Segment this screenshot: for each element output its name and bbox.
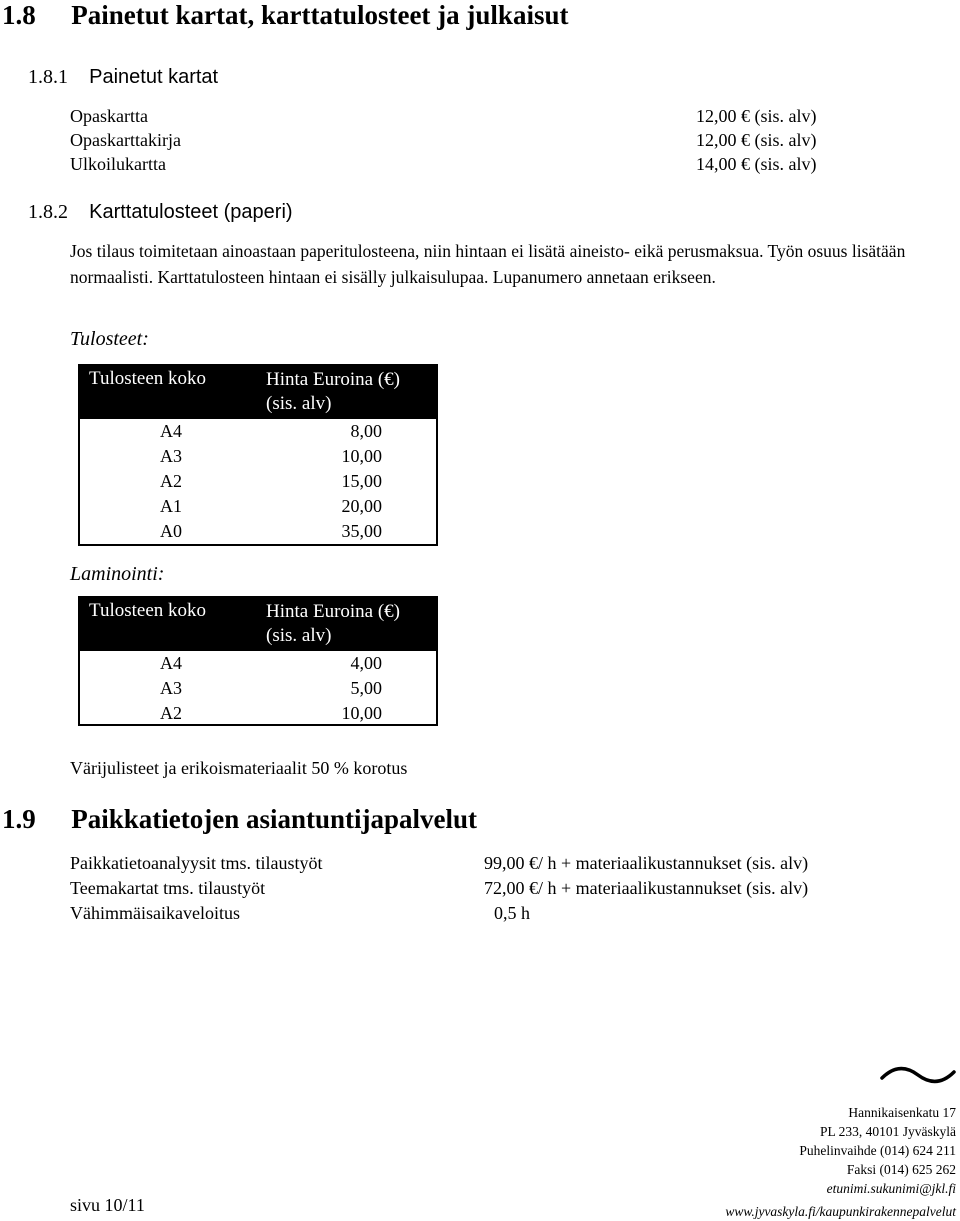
table-row (80, 653, 436, 678)
printed-maps-list (70, 104, 181, 176)
table-header (80, 366, 436, 419)
row-size: A4 (160, 653, 182, 673)
footer-contact (725, 1103, 956, 1221)
list-item-price: 12,00 € (sis. alv) (696, 130, 817, 150)
table-row (80, 703, 436, 728)
subsection-title: Karttatulosteet (paperi) (89, 201, 293, 223)
row-size: A0 (160, 521, 182, 541)
service-price: 99,00 €/ h + materiaalikustannukset (sis. alv) (484, 853, 809, 873)
list-item-price: 12,00 € (sis. alv) (696, 106, 817, 126)
row-price: 8,00 (350, 421, 382, 441)
row-price: 35,00 (341, 521, 382, 541)
header-price-line2: (sis. alv) (266, 625, 332, 646)
service-price: 0,5 h (494, 903, 530, 923)
footer-fax: Faksi (014) 625 262 (846, 1162, 956, 1177)
list-item-price: 14,00 € (sis. alv) (696, 154, 817, 174)
footer-email[interactable]: etunimi.sukunimi@jkl.fi (826, 1181, 956, 1196)
expert-services-prices (484, 851, 808, 926)
footer-web-link[interactable]: www.jyvaskyla.fi/kaupunkirakennepalvelut (725, 1204, 956, 1219)
prints-price-table (78, 364, 438, 546)
section-number: 1.8 (2, 0, 36, 30)
row-price: 5,00 (350, 678, 382, 698)
header-price-line1: Hinta Euroina (€) (266, 601, 401, 622)
service-price: 72,00 €/ h + materiaalikustannukset (sis. alv) (484, 878, 809, 898)
lamination-price-table (78, 596, 438, 726)
table-row (80, 446, 436, 471)
footer-postal: PL 233, 40101 Jyväskylä (820, 1124, 956, 1139)
row-price: 10,00 (341, 446, 382, 466)
header-size: Tulosteen koko (89, 368, 207, 389)
table-row (80, 521, 436, 546)
subsection-number: 1.8.2 (28, 201, 68, 223)
row-price: 4,00 (350, 653, 382, 673)
service-name: Vähimmäisaikaveloitus (70, 903, 240, 923)
subsection-title: Painetut kartat (89, 66, 219, 88)
service-name: Teemakartat tms. tilaustyöt (70, 878, 266, 898)
table-header (80, 598, 436, 651)
paper-prints-paragraph: Jos tilaus toimitetaan ainoastaan paperitulosteena, niin hintaan ei lisätä aineisto- eikä perusmaksua. Työn osuus lisätään normaalisti. Karttatulosteen hintaan ei sisälly julkaisulupaa. Lupanumero annetaan erikseen. (70, 241, 906, 287)
prints-label: Tulosteet: (70, 328, 149, 350)
section-1-9-heading (2, 804, 477, 835)
row-size: A3 (160, 678, 182, 698)
footer-phone: Puhelinvaihde (014) 624 211 (799, 1143, 956, 1158)
row-price: 10,00 (341, 703, 382, 723)
header-size: Tulosteen koko (89, 600, 207, 621)
footer-address: Hannikaisenkatu 17 (848, 1105, 956, 1120)
list-item-name: Opaskarttakirja (70, 130, 181, 150)
row-price: 20,00 (341, 496, 382, 516)
header-price-line2: (sis. alv) (266, 393, 332, 414)
table-row (80, 678, 436, 703)
subsection-number: 1.8.1 (28, 66, 68, 88)
section-1-8-1-heading (28, 66, 218, 89)
printed-maps-prices (696, 104, 817, 176)
expert-services-list (70, 851, 322, 926)
header-price (266, 600, 400, 648)
table-row (80, 471, 436, 496)
header-price (266, 368, 400, 416)
section-1-8-heading (2, 0, 568, 31)
section-1-8-2-heading (28, 201, 293, 224)
table-row (80, 421, 436, 446)
row-price: 15,00 (341, 471, 382, 491)
row-size: A2 (160, 703, 182, 723)
list-item-name: Ulkoilukartta (70, 154, 166, 174)
city-logo-wave-icon (880, 1064, 956, 1086)
section-title: Painetut kartat, karttatulosteet ja julkaisut (71, 0, 569, 30)
page-number: sivu 10/11 (70, 1195, 145, 1215)
table-row (80, 496, 436, 521)
list-item-name: Opaskartta (70, 106, 148, 126)
row-size: A3 (160, 446, 182, 466)
lamination-label: Laminointi: (70, 563, 165, 585)
section-title: Paikkatietojen asiantuntijapalvelut (71, 804, 478, 834)
row-size: A2 (160, 471, 182, 491)
header-price-line1: Hinta Euroina (€) (266, 369, 401, 390)
color-surcharge-note: Värijulisteet ja erikoismateriaalit 50 % korotus (70, 758, 408, 778)
row-size: A4 (160, 421, 182, 441)
service-name: Paikkatietoanalyysit tms. tilaustyöt (70, 853, 323, 873)
section-number: 1.9 (2, 804, 36, 834)
row-size: A1 (160, 496, 182, 516)
